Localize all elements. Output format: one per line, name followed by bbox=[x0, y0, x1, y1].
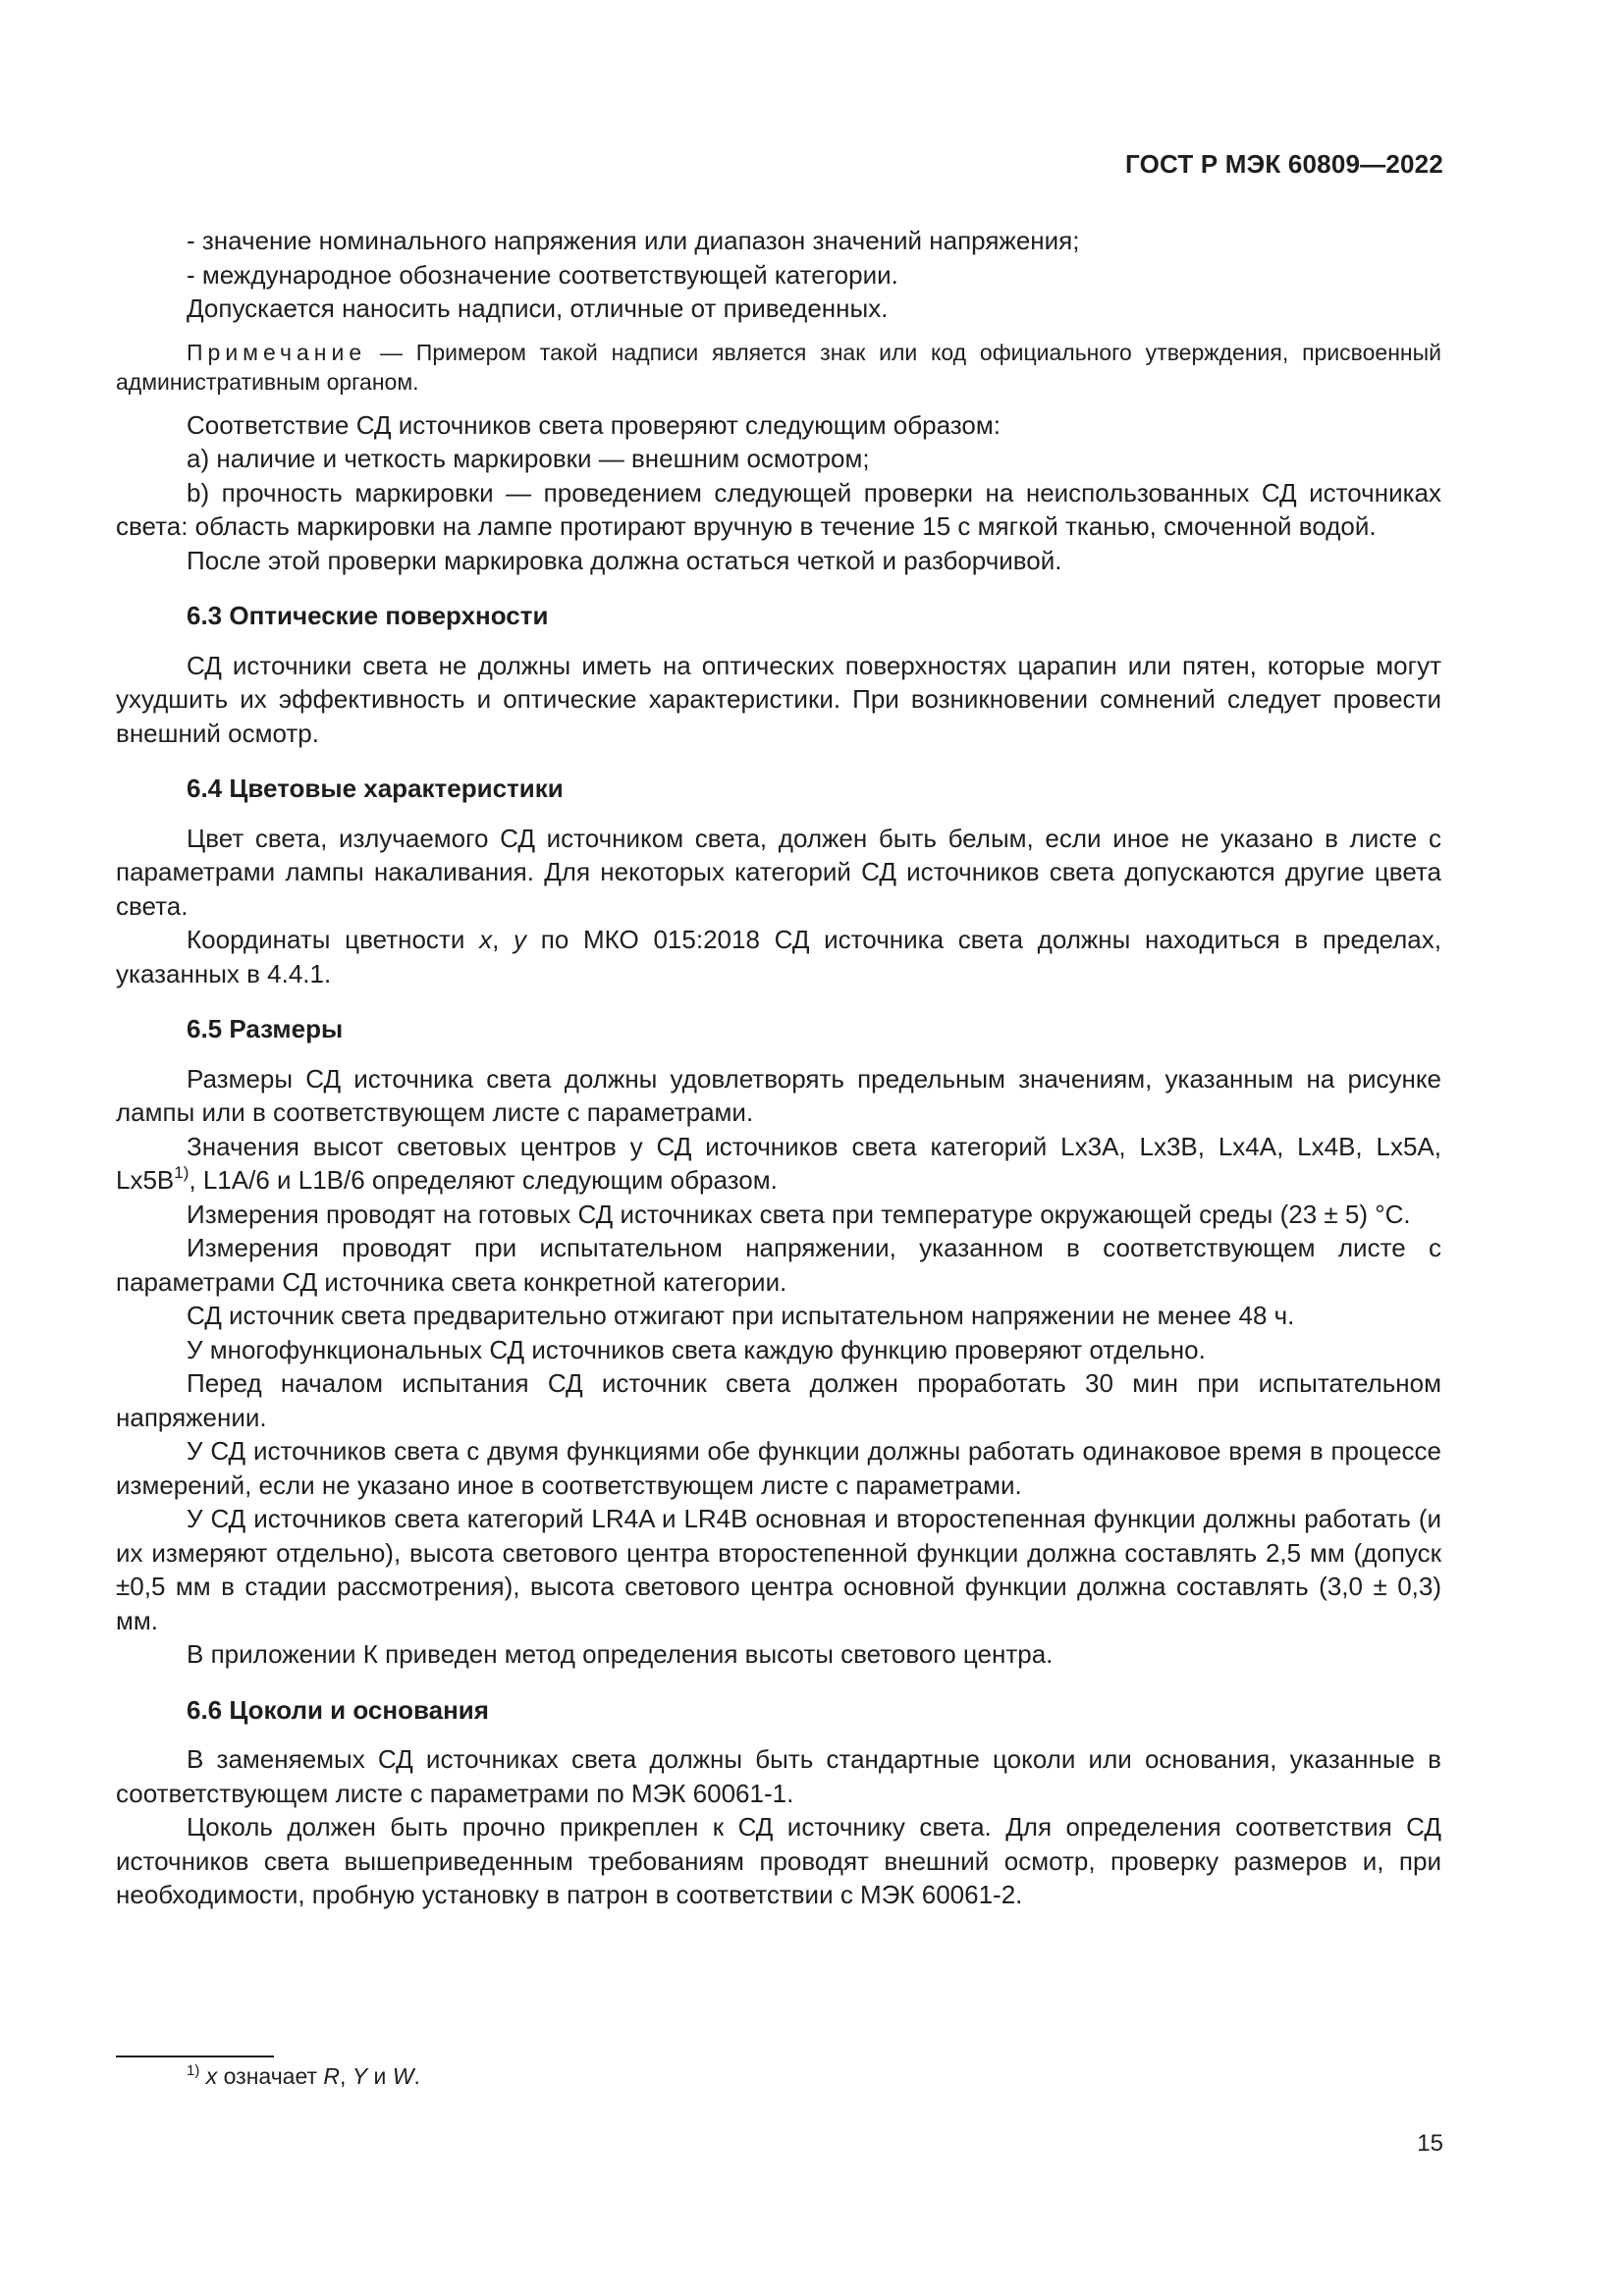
paragraph-after-check: После этой проверки маркировка должна остаться четкой и разборчивой. bbox=[187, 545, 1062, 575]
italic-r: R bbox=[323, 2063, 341, 2089]
paragraph-6-5-10: В приложении К приведен метод определения высоты светового центра. bbox=[187, 1639, 1054, 1669]
text-run: Координаты цветности bbox=[187, 925, 480, 954]
paragraph-6-4-1: Цвет света, излучаемого СД источником света, должен быть белым, если иное не указано в листе с параметрами лампы накаливания. Для некоторых категорий СД источников света допускаются другие цвета света. bbox=[116, 823, 1441, 921]
note-label: Примечание bbox=[187, 339, 367, 365]
paragraph-6-5-5: СД источник света предварительно отжигают при испытательном напряжении не менее 48 ч. bbox=[187, 1301, 1295, 1330]
section-heading-6-3: 6.3 Оптические поверхности bbox=[187, 601, 549, 630]
section-heading-6-4: 6.4 Цветовые характеристики bbox=[187, 774, 564, 803]
document-header: ГОСТ Р МЭК 60809—2022 bbox=[1124, 149, 1443, 179]
list-item-category: - международное обозначение соответствующей категории. bbox=[187, 259, 898, 290]
list-item-a: a) наличие и четкость маркировки — внешним осмотром; bbox=[187, 444, 870, 473]
page-number: 15 bbox=[1417, 2130, 1443, 2157]
paragraph-6-5-3: Измерения проводят на готовых СД источниках света при температуре окружающей среды (23 ± 5) °С. bbox=[187, 1199, 1411, 1229]
paragraph-6-5-7: Перед началом испытания СД источник света должен проработать 30 мин при испытательном напряжении. bbox=[116, 1368, 1441, 1432]
paragraph-6-5-9: У СД источников света категорий LR4A и LR4B основная и второстепенная функции должны работать (и их измеряют отдельно), высота светового центра второстепенной функции должна составлять 2,5 мм (допуск ±0,5 мм в стадии рассмотрения), высота светового центра основной функции должна составлять (3,0 ± 0,3) мм. bbox=[116, 1504, 1441, 1635]
footnote-divider bbox=[116, 2056, 274, 2057]
italic-x: x bbox=[205, 2063, 218, 2089]
note bbox=[116, 338, 1441, 397]
list-item-b: b) прочность маркировки — проведением следующей проверки на неиспользованных СД источниках света: область маркировки на лампе протирают вручную в течение 15 с мягкой тканью, смоченной водой. bbox=[116, 477, 1441, 541]
paragraph-6-6-2: Цоколь должен быть прочно прикреплен к СД источнику света. Для определения соответствия СД источников света вышеприведенным требованиям проводят внешний осмотр, проверку размеров и, при необходимости, пробную установку в патрон в соответствии с МЭК 60061-2. bbox=[116, 1812, 1441, 1909]
paragraph-6-4-2 bbox=[116, 923, 1441, 990]
text-run: и bbox=[367, 2063, 393, 2089]
text-run: по МКО 015:2018 СД источника света должны находиться в пределах, указанных в 4.4.1. bbox=[116, 925, 1441, 988]
text-run: . bbox=[413, 2063, 420, 2089]
paragraph-inscriptions: Допускается наносить надписи, отличные от приведенных. bbox=[187, 294, 889, 323]
text-run: Значения высот световых центров у СД источников света категорий Lx3A, Lx3B, Lx4A, Lx4B, Lx5A, Lx5B bbox=[116, 1131, 1441, 1195]
paragraph-6-5-4: Измерения проводят при испытательном напряжении, указанном в соответствующем листе с параметрами СД источника света конкретной категории. bbox=[116, 1233, 1441, 1297]
text-run: , bbox=[340, 2063, 352, 2089]
footnote-ref: 1) bbox=[174, 1163, 189, 1182]
document-body bbox=[116, 224, 1441, 1912]
note-text: — Примером такой надписи является знак или код официального утверждения, присвоенный административным органом. bbox=[116, 339, 1441, 395]
italic-y: y bbox=[514, 925, 527, 954]
paragraph-6-5-1: Размеры СД источника света должны удовлетворять предельным значениям, указанным на рисунке лампы или в соответствующем листе с параметрами. bbox=[116, 1063, 1441, 1127]
paragraph-6-5-6: У многофункциональных СД источников света каждую функцию проверяют отдельно. bbox=[187, 1334, 1206, 1364]
section-heading-6-5: 6.5 Размеры bbox=[187, 1014, 344, 1043]
italic-w: W bbox=[392, 2063, 414, 2089]
italic-y: Y bbox=[352, 2063, 368, 2089]
paragraph-6-5-2 bbox=[116, 1130, 1441, 1198]
text-run: , bbox=[492, 925, 514, 954]
paragraph-6-6-1: В заменяемых СД источниках света должны быть стандартные цоколи или основания, указанные в соответствующем листе с параметрами по МЭК 60061-1. bbox=[116, 1744, 1441, 1808]
footnote-mark: 1) bbox=[187, 2062, 200, 2079]
paragraph-6-5-8: У СД источников света с двумя функциями обе функции должны работать одинаковое время в процессе измерений, если не указано иное в соответствующем листе с параметрами. bbox=[116, 1436, 1441, 1500]
section-heading-6-6: 6.6 Цоколи и основания bbox=[187, 1694, 489, 1725]
text-run: , L1A/6 и L1B/6 определяют следующим образом. bbox=[189, 1165, 778, 1195]
list-item-voltage: - значение номинального напряжения или диапазон значений напряжения; bbox=[187, 226, 1080, 255]
paragraph-6-3-1: СД источники света не должны иметь на оптических поверхностях царапин или пятен, которые могут ухудшить их эффективность и оптические характеристики. При возникновении сомнений следует провести внешний осмотр. bbox=[116, 650, 1441, 748]
text-run: означает bbox=[217, 2063, 324, 2089]
paragraph-conformity: Соответствие СД источников света проверяют следующим образом: bbox=[187, 409, 1001, 440]
footnote bbox=[187, 2061, 420, 2091]
italic-x: x bbox=[479, 925, 493, 954]
